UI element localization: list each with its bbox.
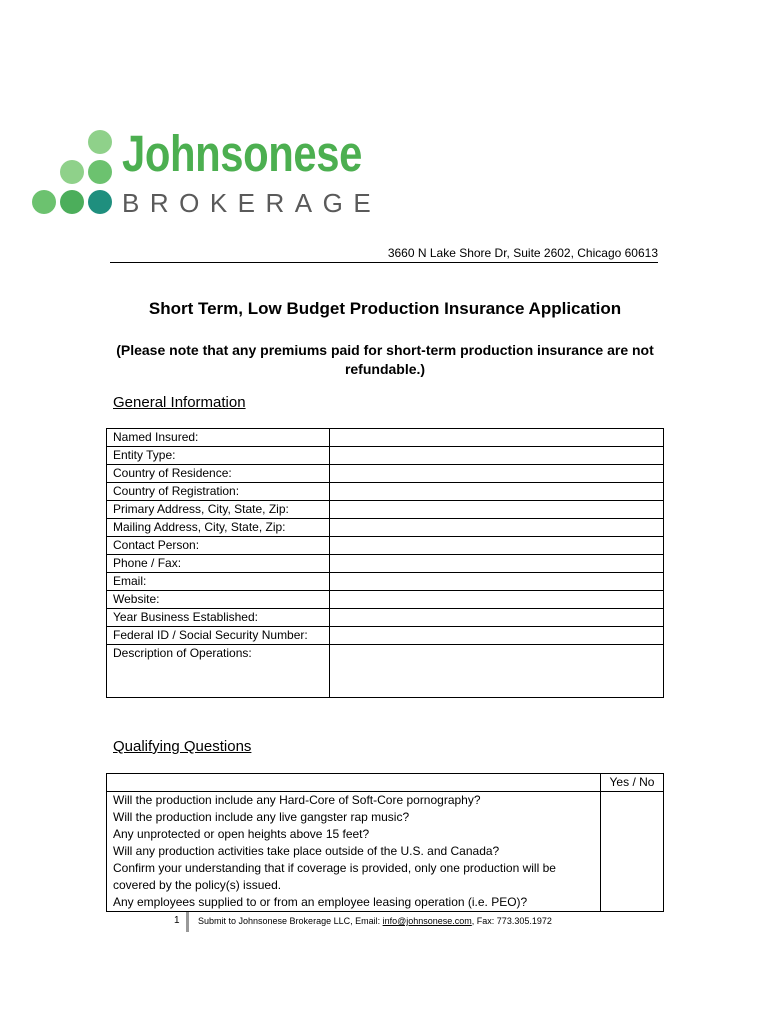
table-row bbox=[107, 591, 664, 609]
logo-dot bbox=[88, 190, 112, 214]
footer-divider bbox=[186, 912, 189, 932]
field-input[interactable] bbox=[330, 501, 664, 519]
field-label: Year Business Established: bbox=[107, 609, 330, 627]
field-input[interactable] bbox=[330, 537, 664, 555]
field-label: Phone / Fax: bbox=[107, 555, 330, 573]
field-label: Email: bbox=[107, 573, 330, 591]
logo-dot bbox=[60, 160, 84, 184]
table-row bbox=[107, 573, 664, 591]
question-item: Any unprotected or open heights above 15 feet? bbox=[113, 827, 370, 841]
field-label: Entity Type: bbox=[107, 447, 330, 465]
yes-no-answer-field[interactable] bbox=[601, 792, 664, 912]
footer-suffix: , Fax: 773.305.1972 bbox=[471, 916, 552, 926]
logo-name: Johnsonese bbox=[122, 125, 362, 182]
qualifying-questions-table bbox=[106, 773, 664, 912]
footer-email-link[interactable]: info@johnsonese.com bbox=[382, 916, 472, 926]
field-input[interactable] bbox=[330, 483, 664, 501]
field-label: Named Insured: bbox=[107, 429, 330, 447]
field-input[interactable] bbox=[330, 447, 664, 465]
logo-dot bbox=[88, 130, 112, 154]
field-label: Contact Person: bbox=[107, 537, 330, 555]
question-item: Will any production activities take place outside of the U.S. and Canada? bbox=[113, 844, 500, 858]
table-row bbox=[107, 465, 664, 483]
footer-prefix: Submit to Johnsonese Brokerage LLC, Email: bbox=[198, 916, 383, 926]
table-row bbox=[107, 645, 664, 698]
field-label: Description of Operations: bbox=[107, 645, 330, 698]
table-row bbox=[107, 501, 664, 519]
table-row bbox=[107, 627, 664, 645]
logo-tagline: BROKERAGE bbox=[122, 188, 382, 218]
field-label: Country of Registration: bbox=[107, 483, 330, 501]
question-item: Any employees supplied to or from an employee leasing operation (i.e. PEO)? bbox=[113, 895, 528, 909]
header-blank-cell bbox=[107, 774, 601, 792]
footer-text bbox=[198, 916, 552, 926]
table-row bbox=[107, 555, 664, 573]
table-row bbox=[107, 519, 664, 537]
company-logo bbox=[30, 125, 382, 225]
question-list-cell bbox=[107, 792, 601, 912]
field-input[interactable] bbox=[330, 591, 664, 609]
company-address: 3660 N Lake Shore Dr, Suite 2602, Chicago 60613 bbox=[110, 246, 658, 263]
logo-dot bbox=[32, 190, 56, 214]
general-info-table bbox=[106, 428, 664, 698]
field-input[interactable] bbox=[330, 573, 664, 591]
page-number: 1 bbox=[174, 915, 180, 926]
field-input[interactable] bbox=[330, 519, 664, 537]
field-input[interactable] bbox=[330, 645, 664, 698]
field-label: Country of Residence: bbox=[107, 465, 330, 483]
question-item: Will the production include any live gangster rap music? bbox=[113, 810, 410, 824]
question-item: Confirm your understanding that if coverage is provided, only one production will be covered by the policy(s) issued. bbox=[113, 861, 556, 892]
table-row bbox=[107, 609, 664, 627]
question-item: Will the production include any Hard-Core of Soft-Core pornography? bbox=[113, 793, 481, 807]
page-title: Short Term, Low Budget Production Insurance Application bbox=[148, 299, 622, 318]
field-input[interactable] bbox=[330, 465, 664, 483]
logo-dot bbox=[88, 160, 112, 184]
yes-no-header: Yes / No bbox=[601, 774, 664, 792]
table-row bbox=[107, 792, 664, 912]
field-label: Federal ID / Social Security Number: bbox=[107, 627, 330, 645]
refund-note: (Please note that any premiums paid for short-term production insurance are not refundable.) bbox=[116, 342, 654, 377]
qualifying-questions-heading: Qualifying Questions bbox=[113, 738, 252, 755]
table-row bbox=[107, 537, 664, 555]
field-input[interactable] bbox=[330, 429, 664, 447]
logo-dot bbox=[60, 190, 84, 214]
table-row bbox=[107, 483, 664, 501]
field-label: Primary Address, City, State, Zip: bbox=[107, 501, 330, 519]
field-label: Website: bbox=[107, 591, 330, 609]
table-header-row bbox=[107, 774, 664, 792]
field-input[interactable] bbox=[330, 609, 664, 627]
field-input[interactable] bbox=[330, 555, 664, 573]
table-row bbox=[107, 429, 664, 447]
general-info-heading: General Information bbox=[113, 394, 246, 411]
table-row bbox=[107, 447, 664, 465]
field-input[interactable] bbox=[330, 627, 664, 645]
field-label: Mailing Address, City, State, Zip: bbox=[107, 519, 330, 537]
